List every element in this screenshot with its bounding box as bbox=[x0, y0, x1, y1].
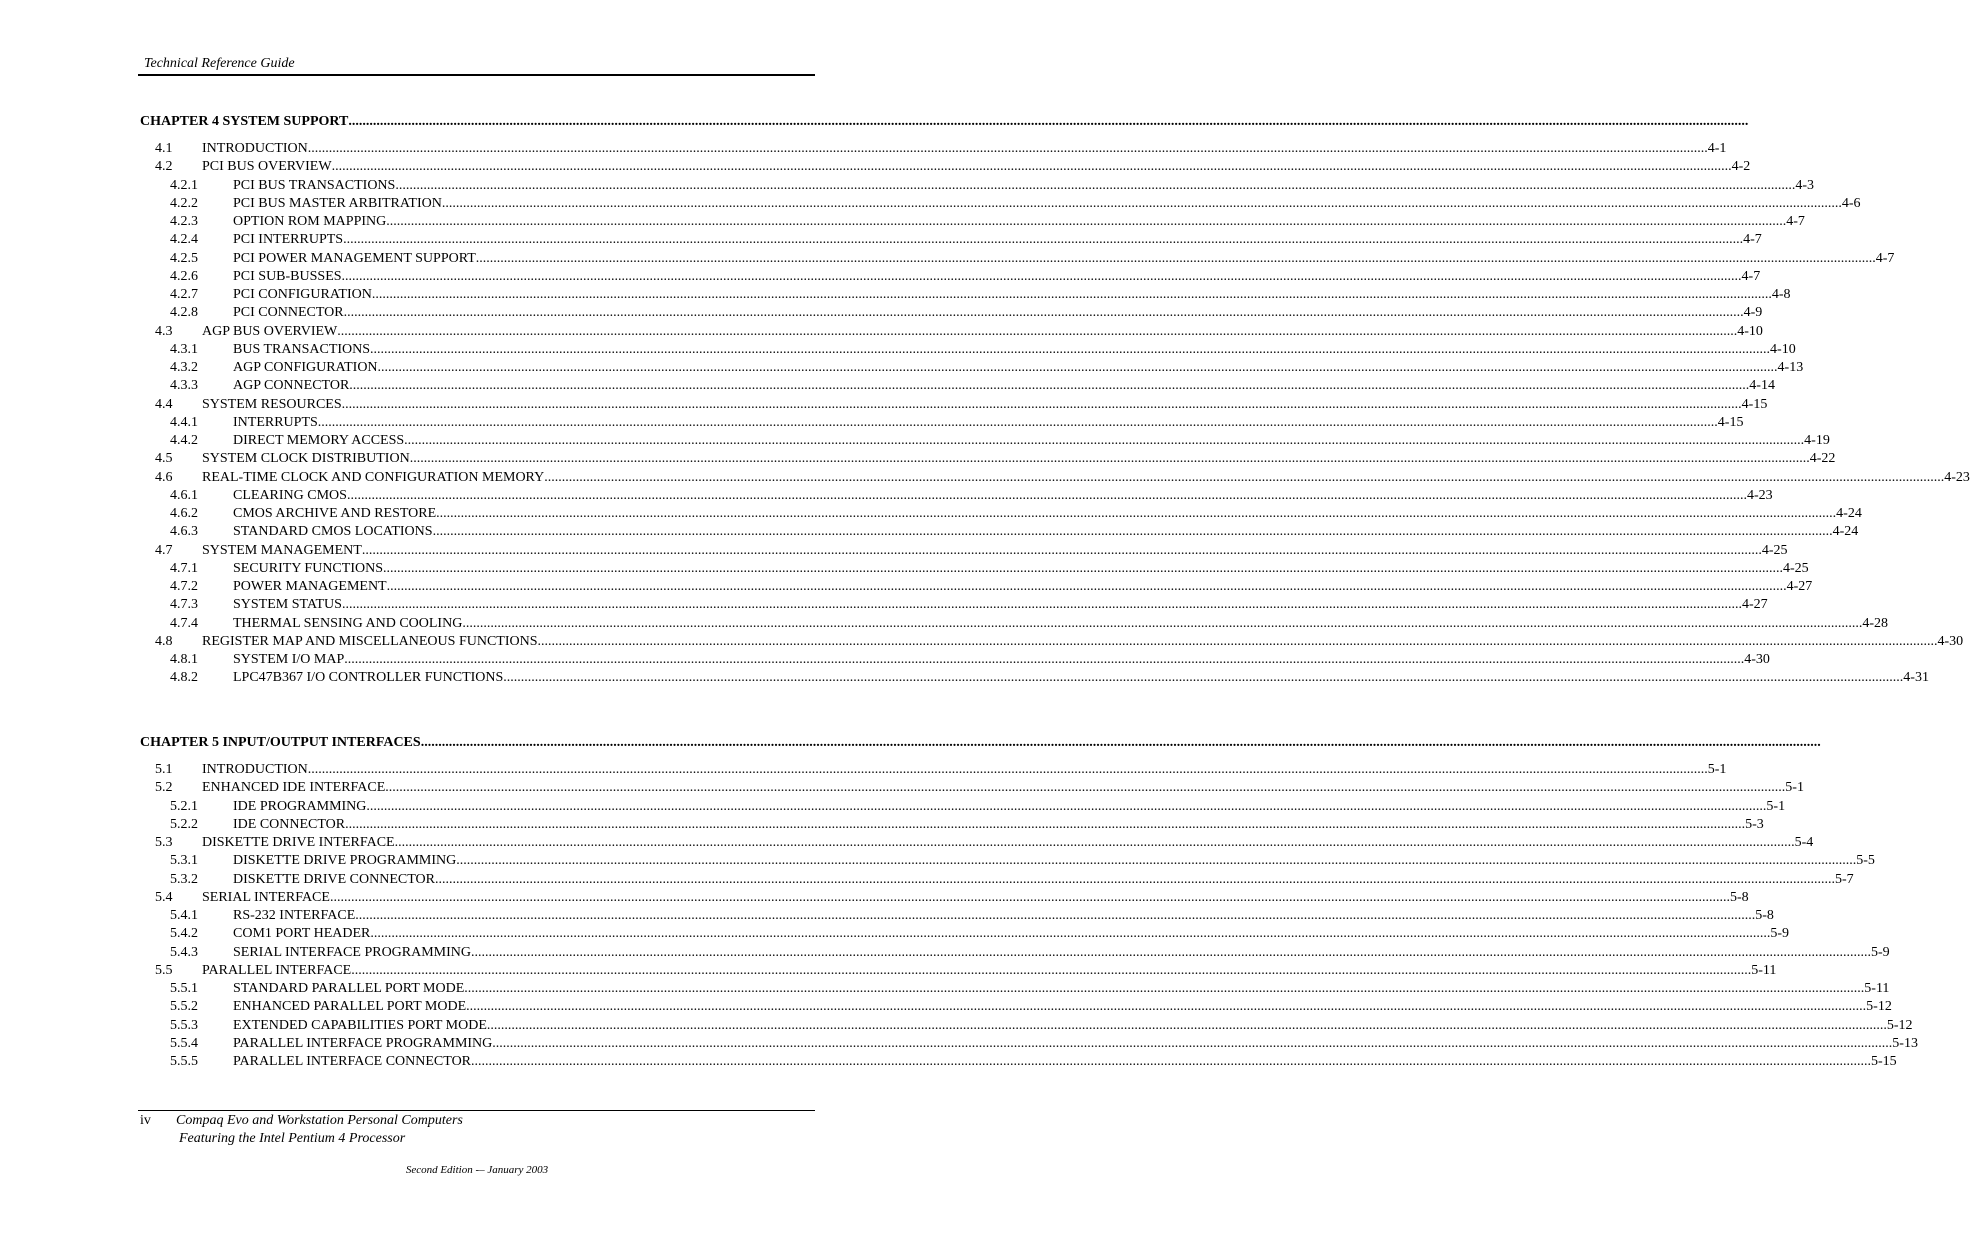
toc-entry-page: 4-28 bbox=[1862, 615, 1888, 631]
leader-dots: ................................................................................................................................................................................................................................................................................................................................................................................................................ bbox=[348, 114, 1749, 129]
toc-entry-number: 5.4.2 bbox=[170, 926, 198, 942]
toc-entry[interactable] bbox=[0, 596, 1768, 614]
toc-entry-page: 5-1 bbox=[1785, 780, 1804, 796]
toc-entry-label: COM1 PORT HEADER bbox=[233, 926, 371, 942]
toc-entry-number: 4.7 bbox=[155, 542, 173, 558]
toc-entry-number: 5.3 bbox=[155, 835, 173, 850]
leader-dots: ................................................................................................................................................................................................................................................................................................................................................................................................................ bbox=[404, 433, 1805, 448]
toc-entry-number: 4.7.4 bbox=[170, 615, 198, 631]
toc-entry[interactable] bbox=[0, 195, 1861, 213]
leader-dots: ................................................................................................................................................................................................................................................................................................................................................................................................................ bbox=[462, 615, 1863, 631]
toc-entry-label: SYSTEM MANAGEMENT bbox=[202, 542, 362, 558]
toc-entry-page: 5-15 bbox=[1871, 1054, 1897, 1069]
toc-entry-number: 5.5.4 bbox=[170, 1035, 198, 1051]
toc-entry[interactable] bbox=[0, 450, 1836, 468]
toc-entry-label: SYSTEM I/O MAP bbox=[233, 652, 345, 667]
toc-entry-number: 5.3.2 bbox=[170, 871, 198, 887]
leader-dots: ................................................................................................................................................................................................................................................................................................................................................................................................................ bbox=[471, 1054, 1872, 1069]
toc-entry-label: SYSTEM STATUS bbox=[233, 597, 342, 613]
toc-entry-label: DISKETTE DRIVE INTERFACE bbox=[202, 835, 395, 850]
edition-note: Second Edition -– January 2003 bbox=[405, 1164, 549, 1176]
leader-dots: ................................................................................................................................................................................................................................................................................................................................................................................................................ bbox=[329, 889, 1730, 905]
leader-dots: ................................................................................................................................................................................................................................................................................................................................................................................................................ bbox=[341, 597, 1742, 613]
leader-dots: ................................................................................................................................................................................................................................................................................................................................................................................................................ bbox=[434, 871, 1835, 887]
leader-dots: ................................................................................................................................................................................................................................................................................................................................................................................................................ bbox=[466, 999, 1867, 1015]
toc-entry-page: 4-10 bbox=[1770, 341, 1796, 357]
toc-entry-number: 4.5 bbox=[155, 451, 173, 467]
toc-entry-page: 5-8 bbox=[1729, 889, 1749, 905]
chapter-title: CHAPTER 4 SYSTEM SUPPORT bbox=[140, 114, 349, 129]
toc-entry[interactable] bbox=[0, 998, 1892, 1016]
toc-entry[interactable] bbox=[0, 816, 1764, 834]
leader-dots: ................................................................................................................................................................................................................................................................................................................................................................................................................ bbox=[371, 287, 1772, 302]
toc-entry[interactable] bbox=[0, 852, 1875, 870]
toc-entry-label: DISKETTE DRIVE PROGRAMMING bbox=[233, 853, 457, 869]
toc-entry[interactable] bbox=[0, 578, 1813, 596]
toc-entry[interactable] bbox=[0, 980, 1890, 998]
toc-entry-label: PCI BUS OVERVIEW bbox=[202, 159, 332, 175]
leader-dots: ................................................................................................................................................................................................................................................................................................................................................................................................................ bbox=[544, 469, 1945, 485]
toc-entry-label: INTRODUCTION bbox=[202, 762, 308, 777]
toc-entry[interactable] bbox=[0, 615, 1888, 633]
toc-entry-page: 5-12 bbox=[1886, 1017, 1913, 1033]
toc-entry-page: 4-13 bbox=[1777, 360, 1804, 375]
footer-title-line1: Compaq Evo and Workstation Personal Computers bbox=[176, 1113, 463, 1128]
toc-entry-page: 4-7 bbox=[1741, 268, 1761, 284]
toc-entry-page: 4-25 bbox=[1761, 542, 1788, 558]
toc-entry-number: 5.5 bbox=[155, 962, 173, 978]
toc-entry[interactable] bbox=[0, 523, 1859, 541]
toc-entry-label: RS-232 INTERFACE bbox=[233, 908, 356, 923]
toc-entry[interactable] bbox=[0, 414, 1744, 432]
toc-entry-page: 4-15 bbox=[1717, 414, 1744, 430]
toc-entry-label: REGISTER MAP AND MISCELLANEOUS FUNCTIONS bbox=[202, 633, 538, 649]
leader-dots: ................................................................................................................................................................................................................................................................................................................................................................................................................ bbox=[341, 396, 1742, 412]
toc-entry[interactable] bbox=[0, 925, 1790, 943]
toc-entry-label: IDE PROGRAMMING bbox=[233, 798, 367, 814]
leader-dots: ................................................................................................................................................................................................................................................................................................................................................................................................................ bbox=[370, 926, 1771, 942]
toc-entry[interactable] bbox=[0, 177, 1815, 195]
toc-entry-page: 4-7 bbox=[1875, 250, 1895, 266]
toc-entry-number: 5.4 bbox=[155, 889, 173, 905]
toc-entry[interactable] bbox=[0, 907, 1774, 925]
toc-entry[interactable] bbox=[0, 231, 1762, 249]
toc-entry-number: 4.2.1 bbox=[170, 177, 198, 193]
toc-entry-number: 4.3.2 bbox=[170, 360, 198, 375]
toc-entry[interactable] bbox=[0, 871, 1854, 889]
toc-entry-label: PCI SUB-BUSSES bbox=[233, 268, 342, 284]
toc-entry[interactable] bbox=[0, 798, 1786, 816]
toc-entry[interactable] bbox=[0, 542, 1788, 560]
toc-entry[interactable] bbox=[0, 268, 1761, 286]
toc-entry[interactable] bbox=[0, 286, 1791, 304]
toc-entry-label: PCI BUS TRANSACTIONS bbox=[233, 177, 396, 193]
toc-entry[interactable] bbox=[0, 505, 1862, 523]
footer-rule bbox=[138, 1110, 815, 1111]
toc-entry-number: 5.2 bbox=[155, 780, 173, 796]
toc-entry[interactable] bbox=[0, 779, 1804, 797]
toc-entry-label: THERMAL SENSING AND COOLING bbox=[233, 615, 463, 631]
toc-entry-number: 4.6.3 bbox=[170, 524, 198, 540]
toc-entry-number: 4.8.1 bbox=[170, 652, 198, 667]
leader-dots: ................................................................................................................................................................................................................................................................................................................................................................................................................ bbox=[464, 981, 1865, 996]
toc-entry-page: 5-8 bbox=[1755, 908, 1774, 923]
toc-entry-label: ENHANCED IDE INTERFACE bbox=[202, 780, 386, 796]
toc-entry-label: AGP BUS OVERVIEW bbox=[202, 323, 338, 339]
leader-dots: ................................................................................................................................................................................................................................................................................................................................................................................................................ bbox=[346, 487, 1747, 503]
leader-dots: ................................................................................................................................................................................................................................................................................................................................................................................................................ bbox=[343, 232, 1744, 248]
toc-entry-page: 4-2 bbox=[1731, 159, 1751, 175]
toc-entry-label: PCI CONNECTOR bbox=[233, 305, 344, 321]
toc-entry-number: 4.8.2 bbox=[170, 670, 198, 686]
leader-dots: ................................................................................................................................................................................................................................................................................................................................................................................................................ bbox=[370, 341, 1771, 357]
leader-dots: ................................................................................................................................................................................................................................................................................................................................................................................................................ bbox=[361, 542, 1762, 558]
toc-entry[interactable] bbox=[0, 633, 1964, 651]
toc-entry-number: 5.5.3 bbox=[170, 1017, 198, 1033]
toc-entry[interactable] bbox=[0, 651, 1770, 669]
toc-entry-number: 5.5.5 bbox=[170, 1054, 198, 1069]
toc-entry-label: IDE CONNECTOR bbox=[233, 816, 346, 832]
leader-dots: ................................................................................................................................................................................................................................................................................................................................................................................................................ bbox=[492, 1035, 1893, 1051]
toc-entry-page: 4-24 bbox=[1832, 524, 1859, 540]
toc-entry[interactable] bbox=[0, 487, 1773, 505]
toc-entry-page: 4-3 bbox=[1795, 177, 1815, 193]
leader-dots: ................................................................................................................................................................................................................................................................................................................................................................................................................ bbox=[355, 908, 1756, 923]
footer-title-line2: Featuring the Intel Pentium 4 Processor bbox=[179, 1131, 406, 1146]
leader-dots: ................................................................................................................................................................................................................................................................................................................................................................................................................ bbox=[432, 524, 1833, 540]
toc-entry[interactable] bbox=[0, 469, 1970, 487]
toc-entry-number: 4.4 bbox=[155, 396, 173, 412]
toc-entry-page: 5-11 bbox=[1751, 962, 1777, 978]
toc-entry-number: 4.1 bbox=[155, 141, 173, 156]
toc-entry-number: 4.7.3 bbox=[170, 597, 198, 613]
toc-entry-number: 4.3 bbox=[155, 323, 173, 339]
chapter-5-heading[interactable] bbox=[140, 735, 1821, 751]
toc-entry-page: 4-10 bbox=[1737, 323, 1763, 339]
toc-entry-number: 4.7.1 bbox=[170, 560, 198, 576]
toc-entry-label: DIRECT MEMORY ACCESS bbox=[233, 433, 405, 448]
toc-entry-number: 5.2.1 bbox=[170, 798, 198, 814]
leader-dots: ................................................................................................................................................................................................................................................................................................................................................................................................................ bbox=[341, 268, 1742, 284]
leader-dots: ................................................................................................................................................................................................................................................................................................................................................................................................................ bbox=[307, 762, 1708, 777]
toc-entry-label: SYSTEM RESOURCES bbox=[202, 396, 342, 412]
toc-entry-number: 4.4.1 bbox=[170, 414, 198, 430]
toc-entry-label: PARALLEL INTERFACE CONNECTOR bbox=[233, 1054, 472, 1069]
toc-entry[interactable] bbox=[0, 1035, 1918, 1053]
toc-entry-label: INTERRUPTS bbox=[233, 414, 318, 430]
toc-entry-page: 4-22 bbox=[1809, 451, 1836, 467]
leader-dots: ................................................................................................................................................................................................................................................................................................................................................................................................................ bbox=[385, 780, 1786, 796]
toc-entry-label: SERIAL INTERFACE bbox=[202, 889, 330, 905]
toc-entry-label: EXTENDED CAPABILITIES PORT MODE bbox=[233, 1017, 487, 1033]
leader-dots: ................................................................................................................................................................................................................................................................................................................................................................................................................ bbox=[456, 853, 1857, 869]
toc-entry-number: 4.2.6 bbox=[170, 268, 198, 284]
toc-entry-page: 5-5 bbox=[1856, 853, 1875, 869]
toc-entry[interactable] bbox=[0, 889, 1749, 907]
toc-entry-number: 5.5.1 bbox=[170, 981, 198, 996]
toc-entry-number: 4.2.7 bbox=[170, 287, 198, 302]
toc-entry-label: ENHANCED PARALLEL PORT MODE bbox=[233, 999, 467, 1015]
leader-dots: ................................................................................................................................................................................................................................................................................................................................................................................................................ bbox=[383, 560, 1783, 576]
toc-entry-label: PCI BUS MASTER ARBITRATION bbox=[233, 195, 442, 211]
toc-entry[interactable] bbox=[0, 396, 1768, 414]
leader-dots: ................................................................................................................................................................................................................................................................................................................................................................................................................ bbox=[471, 944, 1872, 960]
toc-entry-number: 5.4.3 bbox=[170, 944, 198, 960]
toc-entry[interactable] bbox=[0, 304, 1763, 322]
leader-dots: ................................................................................................................................................................................................................................................................................................................................................................................................................ bbox=[307, 141, 1708, 156]
toc-entry-page: 4-27 bbox=[1741, 597, 1768, 613]
toc-entry-label: BUS TRANSACTIONS bbox=[233, 341, 371, 357]
toc-entry-page: 4-30 bbox=[1744, 652, 1770, 667]
leader-dots: ................................................................................................................................................................................................................................................................................................................................................................................................................ bbox=[345, 816, 1746, 832]
leader-dots: ................................................................................................................................................................................................................................................................................................................................................................................................................ bbox=[337, 323, 1738, 339]
toc-entry[interactable] bbox=[0, 432, 1830, 450]
toc-entry-page: 4-19 bbox=[1804, 433, 1830, 448]
toc-entry-number: 4.7.2 bbox=[170, 579, 198, 594]
toc-entry[interactable] bbox=[0, 834, 1814, 852]
toc-entry[interactable] bbox=[0, 323, 1763, 341]
leader-dots: ................................................................................................................................................................................................................................................................................................................................................................................................................ bbox=[409, 451, 1810, 467]
toc-entry-label: AGP CONFIGURATION bbox=[233, 360, 378, 375]
header-rule bbox=[138, 74, 815, 76]
leader-dots: ................................................................................................................................................................................................................................................................................................................................................................................................................ bbox=[344, 652, 1745, 667]
toc-entry-page: 4-9 bbox=[1743, 305, 1763, 321]
toc-entry-number: 4.2 bbox=[155, 159, 173, 175]
toc-entry-label: SERIAL INTERFACE PROGRAMMING bbox=[233, 944, 472, 960]
toc-entry-page: 5-11 bbox=[1864, 981, 1890, 996]
leader-dots: ................................................................................................................................................................................................................................................................................................................................................................................................................ bbox=[420, 735, 1821, 750]
toc-entry-number: 4.6.2 bbox=[170, 506, 198, 521]
leader-dots: ................................................................................................................................................................................................................................................................................................................................................................................................................ bbox=[537, 633, 1938, 649]
footer-page-number: iv bbox=[140, 1113, 151, 1128]
toc-entry[interactable] bbox=[0, 669, 1929, 687]
toc-entry-label: SYSTEM CLOCK DISTRIBUTION bbox=[202, 451, 410, 467]
chapter-title: CHAPTER 5 INPUT/OUTPUT INTERFACES bbox=[140, 735, 421, 750]
toc-entry-label: STANDARD CMOS LOCATIONS bbox=[233, 524, 433, 540]
leader-dots: ................................................................................................................................................................................................................................................................................................................................................................................................................ bbox=[394, 835, 1795, 850]
toc-entry-label: PCI INTERRUPTS bbox=[233, 232, 344, 248]
toc-entry-label: OPTION ROM MAPPING bbox=[233, 214, 387, 229]
toc-entry-label: CLEARING CMOS bbox=[233, 487, 347, 503]
toc-entry[interactable] bbox=[0, 140, 1727, 158]
toc-entry-number: 4.2.5 bbox=[170, 250, 198, 266]
toc-entry-number: 4.2.3 bbox=[170, 214, 198, 229]
leader-dots: ................................................................................................................................................................................................................................................................................................................................................................................................................ bbox=[441, 195, 1842, 211]
toc-entry[interactable] bbox=[0, 250, 1895, 268]
toc-entry-number: 4.2.8 bbox=[170, 305, 198, 321]
toc-entry-page: 4-7 bbox=[1743, 232, 1762, 248]
toc-entry-number: 4.3.1 bbox=[170, 341, 198, 357]
toc-entry-page: 5-3 bbox=[1745, 816, 1764, 832]
toc-entry-page: 4-7 bbox=[1786, 214, 1805, 229]
leader-dots: ................................................................................................................................................................................................................................................................................................................................................................................................................ bbox=[331, 159, 1732, 175]
chapter-4-heading[interactable] bbox=[140, 114, 1749, 130]
leader-dots: ................................................................................................................................................................................................................................................................................................................................................................................................................ bbox=[486, 1017, 1887, 1033]
toc-entry-page: 4-31 bbox=[1903, 670, 1929, 686]
toc-entry-number: 5.4.1 bbox=[170, 908, 198, 923]
toc-entry[interactable] bbox=[0, 377, 1775, 395]
toc-entry-page: 4-6 bbox=[1841, 195, 1861, 211]
toc-entry[interactable] bbox=[0, 761, 1727, 779]
toc-entry-label: STANDARD PARALLEL PORT MODE bbox=[233, 981, 465, 996]
toc-entry-page: 4-25 bbox=[1783, 560, 1809, 576]
toc-entry[interactable] bbox=[0, 158, 1751, 176]
toc-entry-number: 4.2.2 bbox=[170, 195, 198, 211]
leader-dots: ................................................................................................................................................................................................................................................................................................................................................................................................................ bbox=[436, 506, 1837, 521]
leader-dots: ................................................................................................................................................................................................................................................................................................................................................................................................................ bbox=[351, 962, 1752, 978]
toc-entry[interactable] bbox=[0, 1017, 1913, 1035]
toc-entry[interactable] bbox=[0, 359, 1804, 377]
leader-dots: ................................................................................................................................................................................................................................................................................................................................................................................................................ bbox=[317, 414, 1718, 430]
toc-entry-page: 5-4 bbox=[1794, 835, 1814, 850]
toc-entry-number: 4.2.4 bbox=[170, 232, 198, 248]
toc-entry-label: PCI CONFIGURATION bbox=[233, 287, 372, 302]
header-title: Technical Reference Guide bbox=[144, 56, 295, 71]
toc-entry-number: 4.3.3 bbox=[170, 378, 198, 394]
toc-entry-page: 5-1 bbox=[1707, 762, 1727, 777]
toc-entry-label: CMOS ARCHIVE AND RESTORE bbox=[233, 506, 437, 521]
toc-entry-page: 4-15 bbox=[1741, 396, 1768, 412]
toc-entry-label: PARALLEL INTERFACE PROGRAMMING bbox=[233, 1035, 493, 1051]
leader-dots: ................................................................................................................................................................................................................................................................................................................................................................................................................ bbox=[343, 305, 1744, 321]
leader-dots: ................................................................................................................................................................................................................................................................................................................................................................................................................ bbox=[475, 250, 1876, 266]
toc-entry-page: 4-27 bbox=[1786, 579, 1813, 594]
toc-entry-page: 4-14 bbox=[1749, 378, 1775, 394]
toc-entry-label: POWER MANAGEMENT bbox=[233, 579, 387, 594]
leader-dots: ................................................................................................................................................................................................................................................................................................................................................................................................................ bbox=[386, 214, 1787, 229]
toc-entry-label: SECURITY FUNCTIONS bbox=[233, 560, 383, 576]
toc-entry-number: 5.2.2 bbox=[170, 816, 198, 832]
leader-dots: ................................................................................................................................................................................................................................................................................................................................................................................................................ bbox=[349, 378, 1750, 394]
toc-entry-number: 4.6 bbox=[155, 469, 173, 485]
toc-entry-label: DISKETTE DRIVE CONNECTOR bbox=[233, 871, 435, 887]
toc-entry-page: 4-1 bbox=[1707, 141, 1727, 156]
toc-entry-number: 4.4.2 bbox=[170, 433, 198, 448]
toc-entry-label: INTRODUCTION bbox=[202, 141, 308, 156]
toc-entry[interactable] bbox=[0, 213, 1805, 231]
toc-entry-page: 4-30 bbox=[1937, 633, 1964, 649]
toc-entry-page: 5-12 bbox=[1866, 999, 1892, 1015]
leader-dots: ................................................................................................................................................................................................................................................................................................................................................................................................................ bbox=[386, 579, 1787, 594]
toc-entry-page: 5-1 bbox=[1766, 798, 1786, 814]
toc-entry-page: 5-9 bbox=[1770, 926, 1790, 942]
toc-entry-page: 4-24 bbox=[1836, 506, 1862, 521]
toc-entry-page: 5-7 bbox=[1834, 871, 1854, 887]
toc-entry-label: REAL-TIME CLOCK AND CONFIGURATION MEMORY bbox=[202, 469, 545, 485]
toc-entry[interactable] bbox=[0, 341, 1796, 359]
toc-entry-page: 4-8 bbox=[1771, 287, 1791, 302]
toc-entry[interactable] bbox=[0, 560, 1809, 578]
toc-entry[interactable] bbox=[0, 1053, 1897, 1071]
toc-entry-page: 5-9 bbox=[1871, 944, 1890, 960]
toc-entry[interactable] bbox=[0, 962, 1777, 980]
leader-dots: ................................................................................................................................................................................................................................................................................................................................................................................................................ bbox=[366, 798, 1767, 814]
toc-entry-number: 5.1 bbox=[155, 762, 173, 777]
toc-entry-page: 4-23 bbox=[1746, 487, 1773, 503]
toc-entry-label: LPC47B367 I/O CONTROLLER FUNCTIONS bbox=[233, 670, 504, 686]
toc-entry-number: 4.8 bbox=[155, 633, 173, 649]
toc-entry-page: 4-23 bbox=[1944, 469, 1970, 485]
toc-entry-number: 4.6.1 bbox=[170, 487, 198, 503]
toc-entry-number: 5.3.1 bbox=[170, 853, 198, 869]
toc-entry-label: AGP CONNECTOR bbox=[233, 378, 350, 394]
leader-dots: ................................................................................................................................................................................................................................................................................................................................................................................................................ bbox=[503, 670, 1904, 686]
toc-entry[interactable] bbox=[0, 944, 1890, 962]
toc-entry-page: 5-13 bbox=[1892, 1035, 1918, 1051]
leader-dots: ................................................................................................................................................................................................................................................................................................................................................................................................................ bbox=[395, 177, 1796, 193]
toc-entry-label: PCI POWER MANAGEMENT SUPPORT bbox=[233, 250, 476, 266]
leader-dots: ................................................................................................................................................................................................................................................................................................................................................................................................................ bbox=[377, 360, 1778, 375]
toc-entry-number: 5.5.2 bbox=[170, 999, 198, 1015]
toc-entry-label: PARALLEL INTERFACE bbox=[202, 962, 352, 978]
